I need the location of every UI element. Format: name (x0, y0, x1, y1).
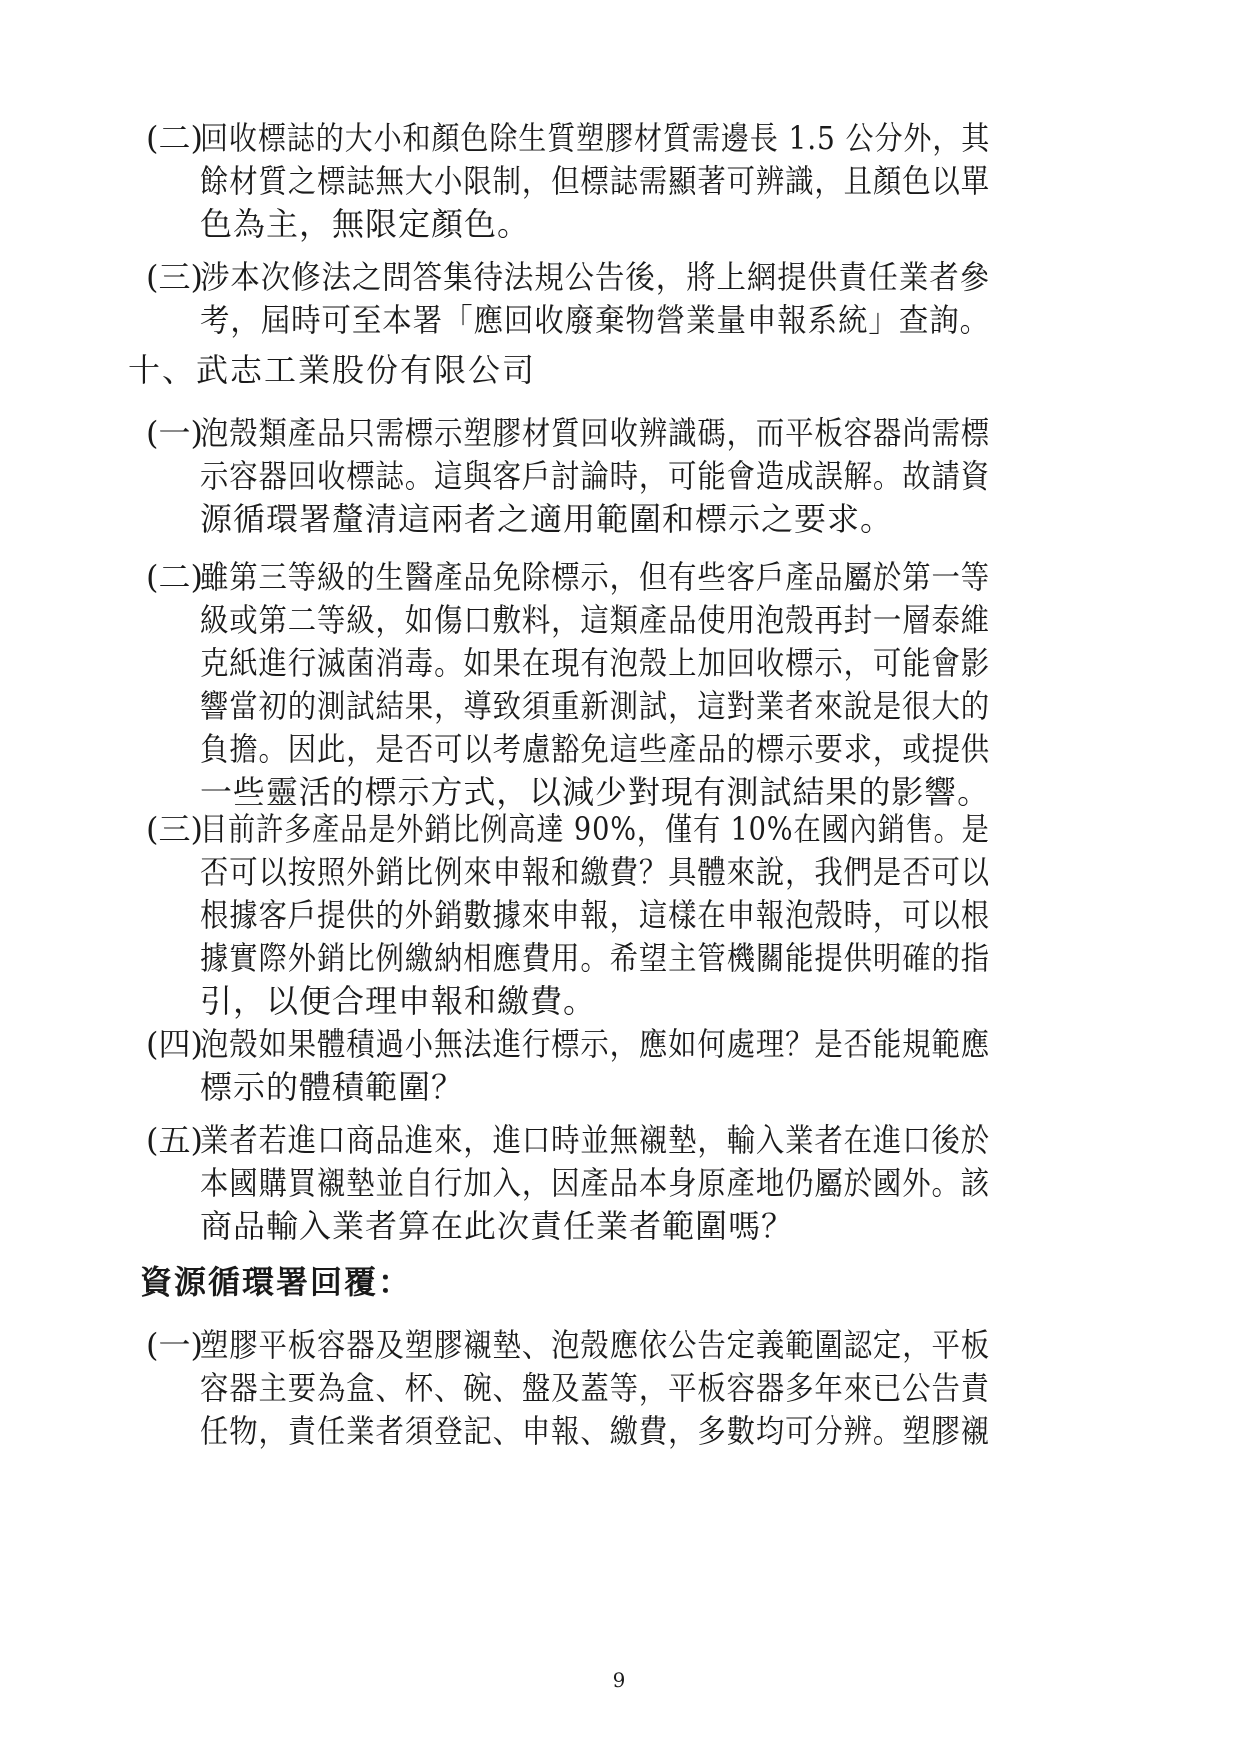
item-line: 泡殼如果體積過小無法進行標示，應如何處理？是否能規範應 (200, 1025, 990, 1063)
item-marker: (二) (146, 558, 203, 596)
item-line: 級或第二等級，如傷口敷料，這類產品使用泡殼再封一層泰維 (200, 601, 990, 639)
item-line: 業者若進口商品進來，進口時並無襯墊，輸入業者在進口後於 (200, 1121, 990, 1159)
item-line: 響當初的測試結果，導致須重新測試，這對業者來說是很大的 (200, 687, 990, 725)
item-marker: (三) (146, 258, 203, 296)
item-line: 涉本次修法之問答集待法規公告後，將上網提供責任業者參 (200, 258, 990, 296)
item-marker: (五) (146, 1121, 203, 1159)
reply-heading: 資源循環署回覆： (140, 1263, 413, 1301)
item-line: 商品輸入業者算在此次責任業者範圍嗎？ (200, 1207, 795, 1245)
item-line: 目前許多產品是外銷比例高達 90%，僅有 10%在國內銷售。是 (200, 810, 990, 848)
item-line: 塑膠平板容器及塑膠襯墊、泡殼應依公告定義範圍認定，平板 (200, 1326, 990, 1364)
item-line: 否可以按照外銷比例來申報和繳費？具體來說，我們是否可以 (200, 853, 990, 891)
item-line: 示容器回收標誌。這與客戶討論時，可能會造成誤解。故請資 (200, 457, 990, 495)
item-line: 雖第三等級的生醫產品免除標示，但有些客戶產品屬於第一等 (200, 558, 990, 596)
item-marker: (二) (146, 119, 203, 157)
item-line: 本國購買襯墊並自行加入，因產品本身原產地仍屬於國外。該 (200, 1164, 990, 1202)
item-line: 負擔。因此，是否可以考慮豁免這些產品的標示要求，或提供 (200, 730, 990, 768)
item-marker: (三) (146, 810, 203, 848)
item-marker: (一) (146, 1326, 203, 1364)
item-line: 泡殼類產品只需標示塑膠材質回收辨識碼，而平板容器尚需標 (200, 414, 990, 452)
section-heading: 十、武志工業股份有限公司 (128, 351, 537, 389)
item-marker: (一) (146, 414, 203, 452)
item-line: 容器主要為盒、杯、碗、盤及蓋等，平板容器多年來已公告責 (200, 1369, 990, 1407)
item-line: 一些靈活的標示方式，以減少對現有測試結果的影響。 (200, 773, 991, 811)
item-line: 根據客戶提供的外銷數據來申報，這樣在申報泡殼時，可以根 (200, 896, 990, 934)
item-line: 回收標誌的大小和顏色除生質塑膠材質需邊長 1.5 公分外，其 (200, 119, 991, 157)
item-line: 據實際外銷比例繳納相應費用。希望主管機關能提供明確的指 (200, 939, 990, 977)
item-line: 色為主，無限定顏色。 (200, 205, 531, 243)
item-line: 任物，責任業者須登記、申報、繳費，多數均可分辨。塑膠襯 (200, 1412, 990, 1450)
page-number: 9 (612, 1668, 626, 1692)
item-line: 標示的體積範圍？ (200, 1068, 465, 1106)
item-line: 考，屆時可至本署「應回收廢棄物營業量申報系統」查詢。 (200, 301, 990, 339)
item-line: 克紙進行滅菌消毒。如果在現有泡殼上加回收標示，可能會影 (200, 644, 990, 682)
item-line: 餘材質之標誌無大小限制，但標誌需顯著可辨識，且顏色以單 (200, 162, 990, 200)
item-marker: (四) (146, 1025, 203, 1063)
item-line: 引，以便合理申報和繳費。 (200, 982, 597, 1020)
item-line: 源循環署釐清這兩者之適用範圍和標示之要求。 (200, 500, 894, 538)
